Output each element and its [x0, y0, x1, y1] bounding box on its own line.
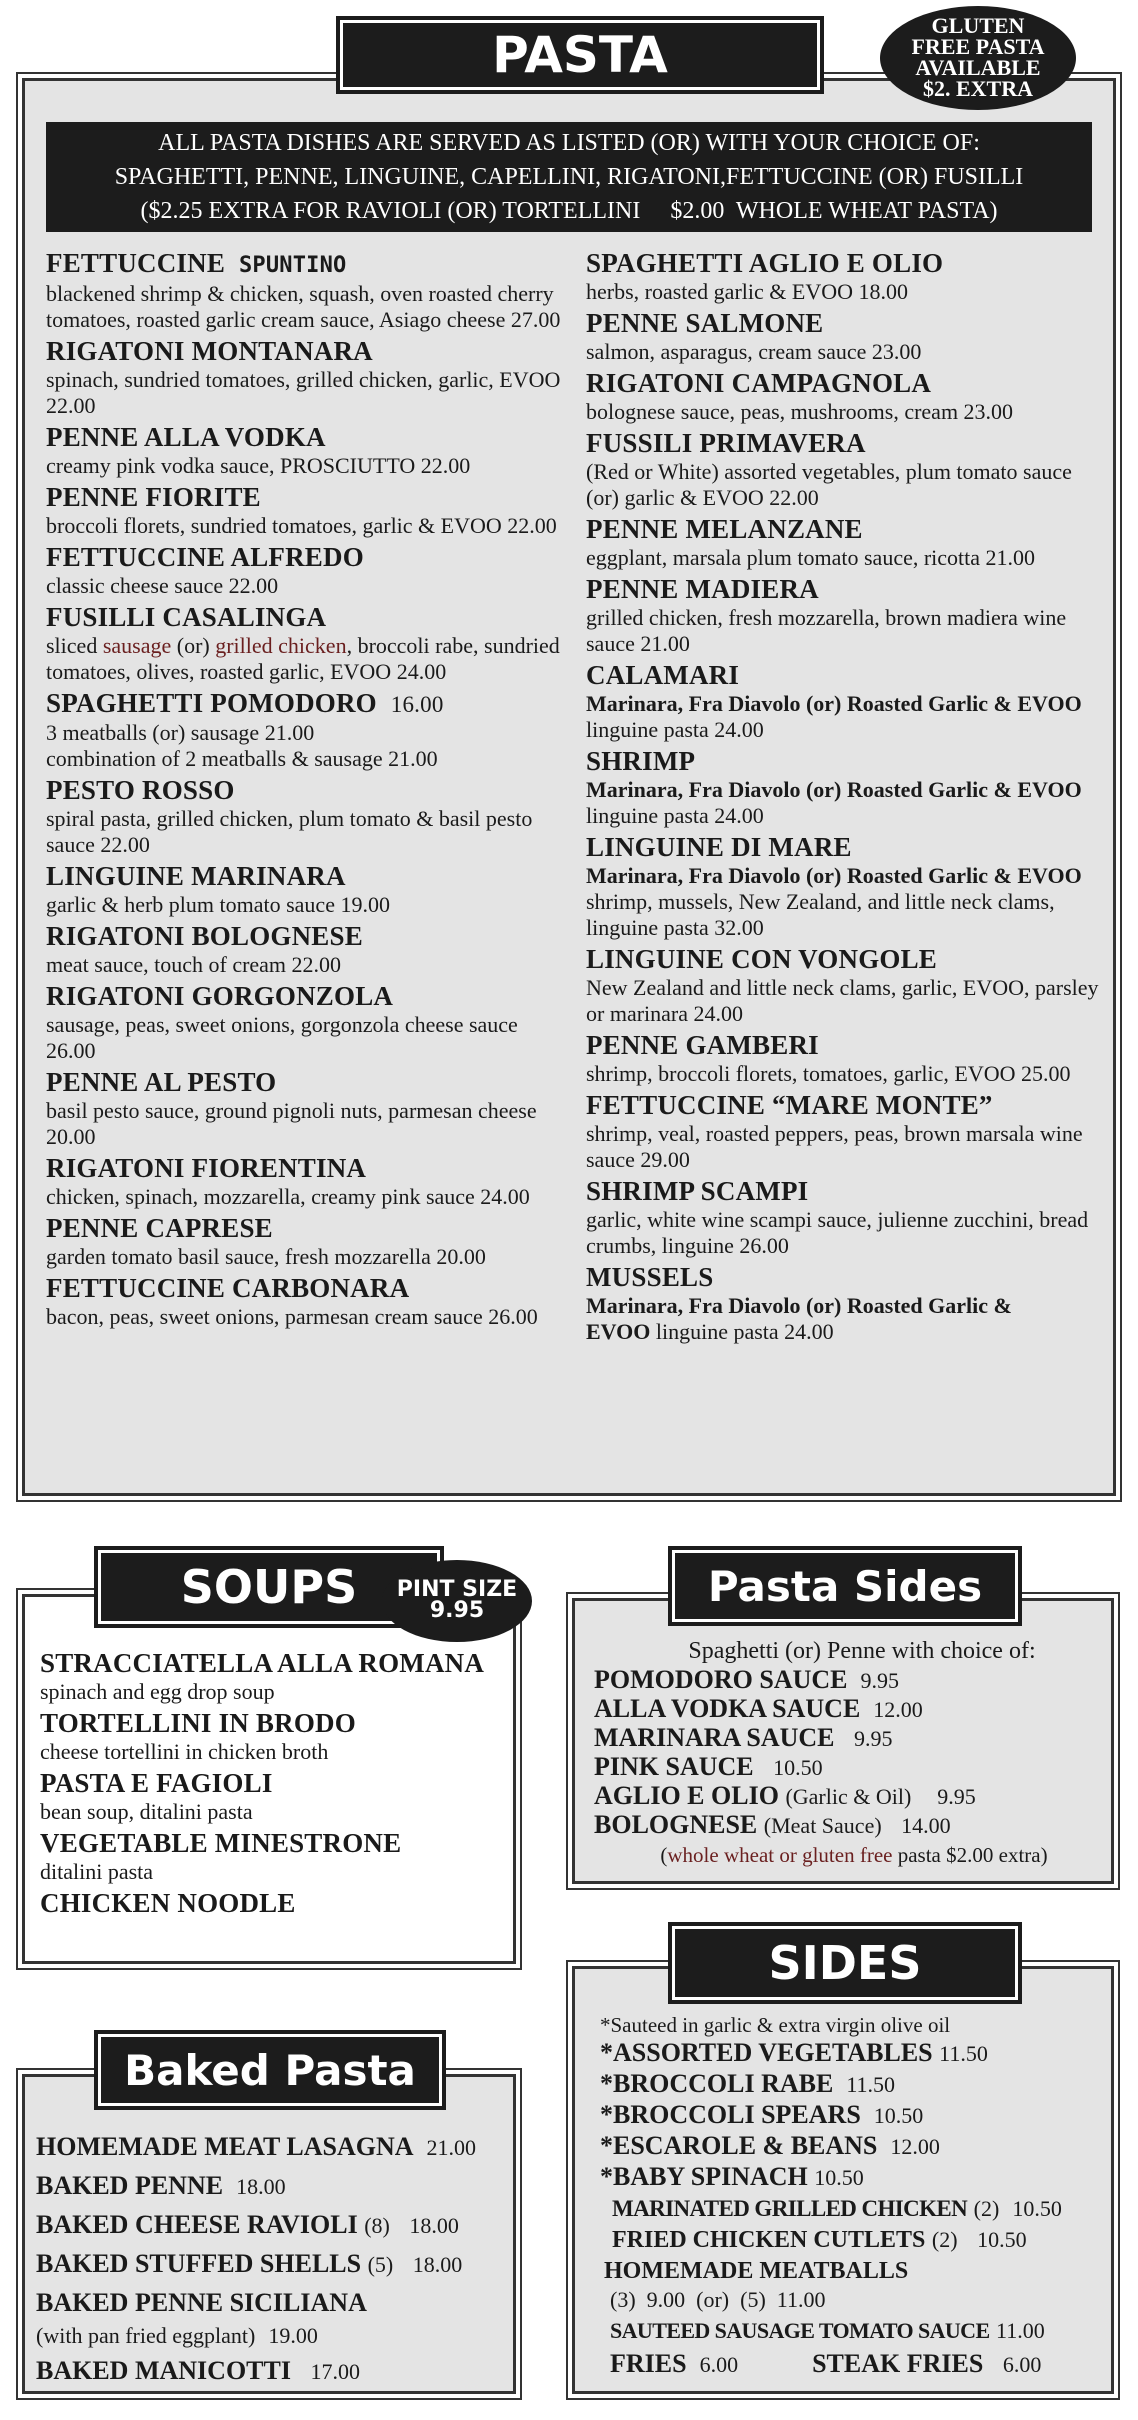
pint-size-badge [382, 1560, 532, 1642]
soup-item [40, 1888, 500, 1919]
notice-line: ALL PASTA DISHES ARE SERVED AS LISTED (OR) WITH YOUR CHOICE OF: [158, 130, 980, 156]
pasta-side-item: POMODORO SAUCE 9.95 [594, 1665, 899, 1694]
item-desc: blackened shrimp & chicken, squash, oven roasted cherry tomatoes, roasted garlic cream sauce, Asiago cheese 27.00 [46, 281, 561, 332]
baked-item: HOMEMADE MEAT LASAGNA 21.00 [36, 2132, 476, 2161]
menu-item [46, 775, 566, 858]
item-desc: classic cheese sauce 22.00 [46, 573, 279, 598]
item-desc: creamy pink vodka sauce, PROSCIUTTO 22.00 [46, 453, 471, 478]
item-price: 18.00 [412, 2252, 463, 2277]
item-price: 11.50 [939, 2041, 988, 2066]
item-price: 12.00 [890, 2134, 940, 2159]
pasta-sides-title-text: Pasta Sides [707, 1561, 983, 1611]
pasta-sides-footer: (whole wheat or gluten free pasta $2.00 extra) [660, 1843, 1048, 1867]
menu-item [586, 660, 1106, 743]
menu-item [46, 688, 566, 772]
item-desc: broccoli florets, sundried tomatoes, garlic & EVOO 22.00 [46, 513, 557, 538]
baked-item: BAKED PENNE SICILIANA [36, 2288, 367, 2317]
item-name: SPAGHETTI AGLIO E OLIO [586, 248, 944, 278]
baked-item: BAKED STUFFED SHELLS (5) 18.00 [36, 2249, 463, 2278]
item-desc [586, 1293, 1106, 1319]
side-item: SAUTEED SAUSAGE TOMATO SAUCE 11.00 [610, 2318, 1045, 2343]
item-name: CHICKEN NOODLE [40, 1888, 296, 1918]
menu-item [46, 1213, 566, 1270]
side-item: *BROCCOLI SPEARS 10.50 [600, 2100, 924, 2129]
item-desc: New Zealand and little neck clams, garlic, EVOO, parsley or marinara 24.00 [586, 975, 1099, 1026]
item-price: 11.00 [996, 2318, 1045, 2343]
side-item: *ASSORTED VEGETABLES 11.50 [600, 2038, 988, 2067]
item-desc: EVOO linguine pasta 24.00 [586, 1319, 834, 1344]
menu-item [46, 336, 566, 419]
item-price: 18.00 [236, 2174, 286, 2199]
item-name: PENNE SALMONE [586, 308, 824, 338]
sauce-options: Marinara, Fra Diavolo (or) Roasted Garlic & EVOO [586, 863, 1082, 888]
item-price: 6.00 [699, 2352, 739, 2377]
pasta-side-item: ALLA VODKA SAUCE 12.00 [594, 1694, 923, 1723]
gluten-free-badge [880, 6, 1076, 110]
item-price: 10.50 [977, 2227, 1027, 2252]
side-item: *BABY SPINACH 10.50 [600, 2162, 864, 2191]
item-desc: spinach and egg drop soup [40, 1679, 275, 1704]
item-name: RIGATONI BOLOGNESE [46, 921, 363, 951]
item-name: RIGATONI MONTANARA [46, 336, 373, 366]
item-name: LINGUINE CON VONGOLE [586, 944, 938, 974]
pasta-sides-intro: Spaghetti (or) Penne with choice of: [688, 1638, 1036, 1664]
pasta-side-item: BOLOGNESE (Meat Sauce) 14.00 [594, 1810, 951, 1839]
item-name: RIGATONI FIORENTINA [46, 1153, 367, 1183]
badge-line: GLUTEN [931, 13, 1025, 39]
item-desc: bolognese sauce, peas, mushrooms, cream 23.00 [586, 399, 1014, 424]
menu-item [46, 1067, 566, 1150]
menu-item [586, 428, 1106, 511]
soup-item [40, 1828, 500, 1885]
item-price: 9.95 [860, 1668, 899, 1693]
item-qty: (2) [931, 2227, 958, 2252]
soup-item [40, 1708, 500, 1765]
item-name: FUSSILI PRIMAVERA [586, 428, 866, 458]
baked-pasta-list [36, 2128, 506, 2394]
item-desc: sliced sausage (or) grilled chicken, broccoli rabe, sundried tomatoes, olives, roasted garlic, EVOO 24.00 [46, 633, 560, 684]
item-note: (Garlic & Oil) [785, 1784, 912, 1809]
side-item: HOMEMADE MEATBALLS [604, 2258, 909, 2284]
sauce-options: EVOO [586, 1319, 651, 1344]
item-desc: combination of 2 meatballs & sausage 21.00 [46, 746, 438, 771]
item-desc: 3 meatballs (or) sausage 21.00 [46, 720, 315, 745]
item-price: 17.00 [310, 2359, 360, 2384]
item-name-2: STEAK FRIES [812, 2349, 984, 2378]
item-name: LINGUINE DI MARE [586, 832, 852, 862]
item-name: RIGATONI GORGONZOLA [46, 981, 394, 1011]
pasta-title [340, 20, 820, 90]
menu-item [46, 921, 566, 978]
item-desc: herbs, roasted garlic & EVOO 18.00 [586, 279, 908, 304]
side-item: *BROCCOLI RABE 11.50 [600, 2069, 896, 2098]
item-name: SHRIMP [586, 746, 696, 776]
item-name: PESTO ROSSO [46, 775, 235, 805]
pasta-side-item: AGLIO E OLIO (Garlic & Oil) 9.95 [594, 1781, 976, 1810]
item-desc: ditalini pasta [40, 1859, 154, 1884]
menu-item [586, 944, 1106, 1027]
item-name: FETTUCCINE “MARE MONTE” [586, 1090, 993, 1120]
menu-item [586, 746, 1106, 829]
item-price: 10.50 [873, 2103, 924, 2128]
notice-line: ($2.25 EXTRA FOR RAVIOLI (OR) TORTELLINI $2.00 WHOLE WHEAT PASTA) [140, 198, 998, 224]
menu-item [46, 482, 566, 539]
menu-item [586, 308, 1106, 365]
item-price: 16.00 [390, 692, 444, 717]
item-price: 10.50 [773, 1755, 823, 1780]
item-name: PENNE MADIERA [586, 574, 819, 604]
item-name: LINGUINE MARINARA [46, 861, 346, 891]
item-name: PENNE MELANZANE [586, 514, 863, 544]
sides-list [600, 2012, 1100, 2381]
item-qty: (8) [364, 2213, 390, 2238]
item-price: 19.00 [268, 2323, 318, 2348]
item-name: PENNE FIORITE [46, 482, 261, 512]
item-desc: spinach, sundried tomatoes, grilled chicken, garlic, EVOO 22.00 [46, 367, 561, 418]
footer-highlight: whole wheat or gluten free [667, 1843, 893, 1867]
item-price: 12.00 [873, 1697, 923, 1722]
baked-item-sub [36, 2322, 506, 2349]
item-note: (with pan fried eggplant) [36, 2323, 256, 2348]
item-desc: eggplant, marsala plum tomato sauce, ricotta 21.00 [586, 545, 1036, 570]
item-desc: meat sauce, touch of cream 22.00 [46, 952, 342, 977]
item-qty: (2) [973, 2196, 1000, 2221]
item-price: 21.00 [426, 2135, 476, 2160]
item-desc: garden tomato basil sauce, fresh mozzarella 20.00 [46, 1244, 486, 1269]
item-desc [586, 777, 1106, 803]
sauce-options: Marinara, Fra Diavolo (or) Roasted Garlic & [586, 1293, 1012, 1318]
menu-item [586, 248, 1106, 305]
item-desc: sausage, peas, sweet onions, gorgonzola cheese sauce 26.00 [46, 1012, 518, 1063]
soups-list [40, 1648, 500, 1922]
menu-item [46, 1153, 566, 1210]
item-name: FETTUCCINE CARBONARA [46, 1273, 410, 1303]
menu-item [46, 981, 566, 1064]
item-price: 10.50 [814, 2165, 864, 2190]
item-desc: (Red or White) assorted vegetables, plum tomato sauce (or) garlic & EVOO 22.00 [586, 459, 1072, 510]
pasta-title-text: PASTA [492, 26, 668, 84]
menu-item [46, 1273, 566, 1330]
item-desc: chicken, spinach, mozzarella, creamy pink sauce 24.00 [46, 1184, 530, 1209]
menu-item [586, 1262, 1106, 1345]
item-desc: cheese tortellini in chicken broth [40, 1739, 329, 1764]
item-desc [586, 691, 1106, 717]
badge-line: PINT SIZE [396, 1577, 518, 1603]
item-note: (3) 9.00 (or) (5) 11.00 [610, 2287, 826, 2312]
item-name: CALAMARI [586, 660, 740, 690]
soups-title-text: SOUPS [180, 1560, 358, 1614]
menu-item [586, 1030, 1106, 1087]
sides-note: *Sauteed in garlic & extra virgin olive oil [600, 2013, 951, 2037]
item-desc: bean soup, ditalini pasta [40, 1799, 253, 1824]
pasta-left-column [46, 248, 566, 1333]
side-item: MARINATED GRILLED CHICKEN (2) 10.50 [612, 2196, 1062, 2221]
badge-line: $2. EXTRA [922, 75, 1033, 101]
pasta-side-item: MARINARA SAUCE 9.95 [594, 1723, 893, 1752]
pasta-sides-list [594, 1636, 1104, 1870]
item-qty: (5) [367, 2252, 394, 2277]
item-desc: garlic & herb plum tomato sauce 19.00 [46, 892, 390, 917]
item-name: MUSSELS [586, 1262, 714, 1292]
pasta-sides-title [672, 1550, 1018, 1622]
baked-item: BAKED PENNE 18.00 [36, 2171, 286, 2200]
side-item-sub [600, 2286, 1100, 2313]
item-name: TORTELLINI IN BRODO [40, 1708, 356, 1738]
item-desc: basil pesto sauce, ground pignoli nuts, parmesan cheese 20.00 [46, 1098, 537, 1149]
notice-line: SPAGHETTI, PENNE, LINGUINE, CAPELLINI, RIGATONI,FETTUCCINE (OR) FUSILLI [114, 164, 1024, 190]
item-desc: spiral pasta, grilled chicken, plum tomato & basil pesto sauce 22.00 [46, 806, 533, 857]
item-desc: linguine pasta 24.00 [586, 717, 764, 742]
menu-item [586, 368, 1106, 425]
menu-item [46, 861, 566, 918]
item-desc: linguine pasta 24.00 [586, 803, 764, 828]
side-item: FRIES 6.00 STEAK FRIES 6.00 [610, 2349, 1042, 2378]
sides-title [672, 1926, 1018, 2000]
menu-item [586, 1090, 1106, 1173]
item-name-extra: SPUNTINO [238, 253, 347, 278]
item-name: FETTUCCINE ALFREDO [46, 542, 364, 572]
item-desc [586, 863, 1106, 889]
item-desc: bacon, peas, sweet onions, parmesan cream sauce 26.00 [46, 1304, 538, 1329]
item-price: 10.50 [1012, 2196, 1062, 2221]
item-name: FUSILLI CASALINGA [46, 602, 327, 632]
item-price: 9.95 [937, 1784, 976, 1809]
soup-item [40, 1768, 500, 1825]
sides-title-text: SIDES [768, 1936, 922, 1990]
baked-item: BAKED CHEESE RAVIOLI (8) 18.00 [36, 2210, 459, 2239]
sauce-options: Marinara, Fra Diavolo (or) Roasted Garlic & EVOO [586, 691, 1082, 716]
menu-item [46, 248, 566, 333]
menu-item [586, 1176, 1106, 1259]
item-name: FETTUCCINE SPUNTINO [46, 248, 347, 278]
item-desc: shrimp, veal, roasted peppers, peas, brown marsala wine sauce 29.00 [586, 1121, 1083, 1172]
menu-item [586, 832, 1106, 941]
menu-item [586, 574, 1106, 657]
item-desc: salmon, asparagus, cream sauce 23.00 [586, 339, 922, 364]
item-price: 11.50 [846, 2072, 896, 2097]
item-price-2: 6.00 [1002, 2352, 1042, 2377]
badge-line: FREE PASTA [911, 34, 1045, 60]
item-name: VEGETABLE MINESTRONE [40, 1828, 402, 1858]
pasta-notice [46, 122, 1092, 232]
menu-item [586, 514, 1106, 571]
pasta-side-item: PINK SAUCE 10.50 [594, 1752, 823, 1781]
baked-pasta-title-text: Baked Pasta [124, 2045, 416, 2095]
item-desc: garlic, white wine scampi sauce, julienne zucchini, bread crumbs, linguine 26.00 [586, 1207, 1089, 1258]
baked-item: BAKED MANICOTTI 17.00 [36, 2356, 360, 2385]
item-price: 14.00 [901, 1813, 951, 1838]
menu-item [46, 542, 566, 599]
item-desc: shrimp, broccoli florets, tomatoes, garlic, EVOO 25.00 [586, 1061, 1071, 1086]
side-item: FRIED CHICKEN CUTLETS (2) 10.50 [612, 2227, 1027, 2253]
soup-item [40, 1648, 500, 1705]
menu-item [46, 602, 566, 685]
item-note: (Meat Sauce) [763, 1813, 882, 1838]
menu-item [46, 422, 566, 479]
item-name: PENNE GAMBERI [586, 1030, 819, 1060]
badge-line: AVAILABLE [915, 55, 1041, 80]
pasta-right-column [586, 248, 1106, 1348]
baked-pasta-title [98, 2034, 442, 2106]
item-name: SPAGHETTI POMODORO 16.00 [46, 688, 444, 718]
item-name: PENNE CAPRESE [46, 1213, 273, 1243]
item-name: PASTA E FAGIOLI [40, 1768, 273, 1798]
item-name: PENNE AL PESTO [46, 1067, 277, 1097]
item-name: STRACCIATELLA ALLA ROMANA [40, 1648, 485, 1678]
item-price: 9.95 [854, 1726, 893, 1751]
item-name: SHRIMP SCAMPI [586, 1176, 809, 1206]
side-item: *ESCAROLE & BEANS 12.00 [600, 2131, 940, 2160]
item-desc: shrimp, mussels, New Zealand, and little neck clams, linguine pasta 32.00 [586, 889, 1055, 940]
badge-line: 9.95 [429, 1598, 485, 1623]
item-name: PENNE ALLA VODKA [46, 422, 326, 452]
sauce-options: Marinara, Fra Diavolo (or) Roasted Garlic & EVOO [586, 777, 1082, 802]
item-name: RIGATONI CAMPAGNOLA [586, 368, 932, 398]
item-price: 18.00 [409, 2213, 459, 2238]
item-desc: grilled chicken, fresh mozzarella, brown madiera wine sauce 21.00 [586, 605, 1067, 656]
